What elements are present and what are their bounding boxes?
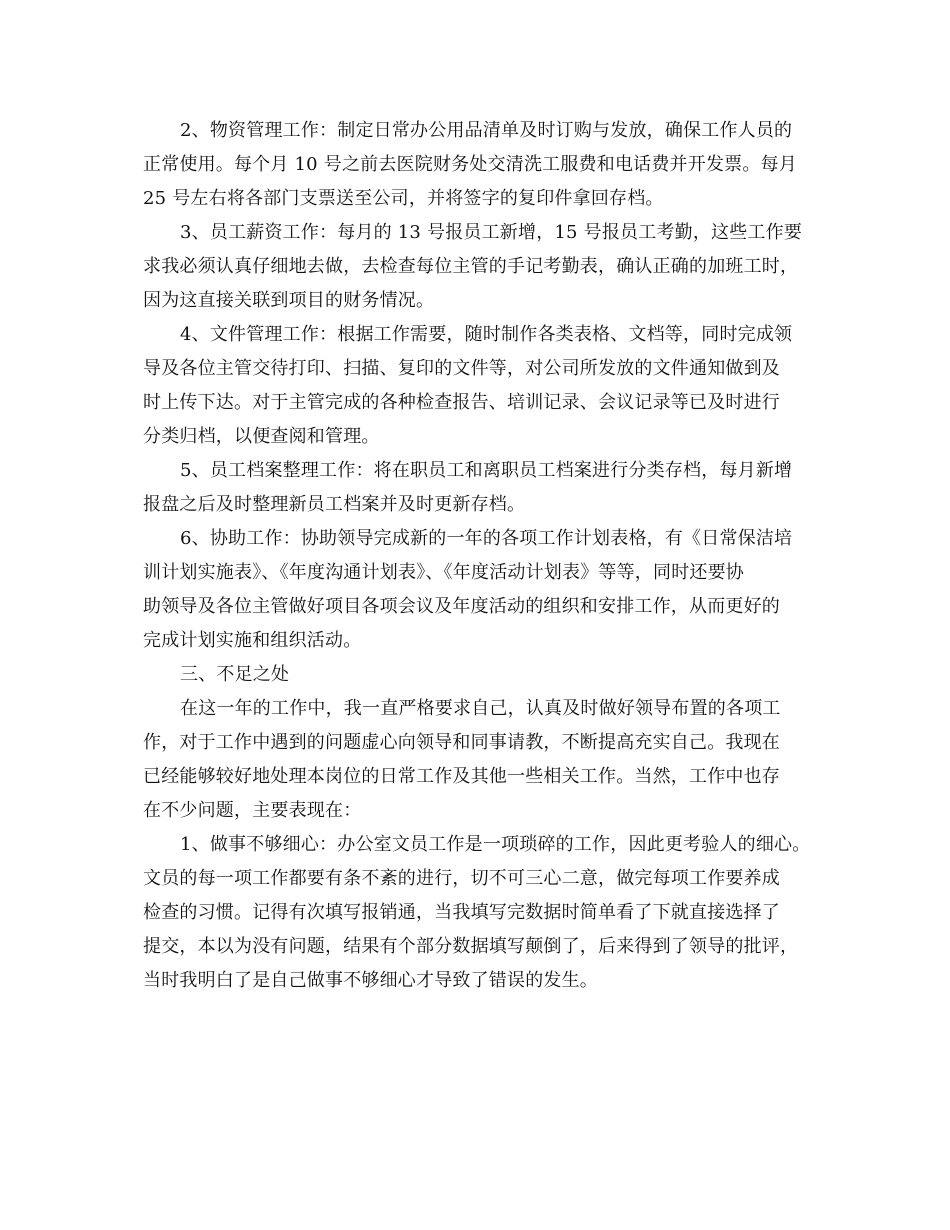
- text-line: 文员的每一项工作都要有条不紊的进行，切不可三心二意，做完每项工作要养成: [143, 868, 780, 889]
- text-line: 提交，本以为没有问题，结果有个部分数据填写颠倒了，后来得到了领导的批评，: [143, 936, 799, 957]
- text-line: 时上传下达。对于主管完成的各种检查报告、培训记录、会议记录等已及时进行: [143, 392, 780, 413]
- text-line: 检查的习惯。记得有次填写报销通，当我填写完数据时简单看了下就直接选择了: [143, 902, 780, 923]
- paragraph-employee-archive: [143, 454, 823, 522]
- text-line: 正常使用。每个月 10 号之前去医院财务处交清洗工服费和电话费并开发票。每月: [143, 154, 797, 175]
- paragraph-file-management: [143, 318, 823, 454]
- text-line: 完成计划实施和组织活动。: [143, 630, 362, 651]
- text-line: 助领导及各位主管做好项目各项会议及年度活动的组织和安排工作，从而更好的: [143, 596, 780, 617]
- text-line: 25 号左右将各部门支票送至公司，并将签字的复印件拿回存档。: [143, 188, 664, 209]
- text-line: 作，对于工作中遇到的问题虚心向领导和同事请教，不断提高充实自己。我现在: [143, 732, 780, 753]
- section-heading-shortcomings: [143, 658, 823, 692]
- text-line: 报盘之后及时整理新员工档案并及时更新存档。: [143, 494, 526, 515]
- text-line: 训计划实施表》、《年度沟通计划表》、《年度活动计划表》等等，同时还要协: [143, 562, 744, 583]
- text-line: 1、做事不够细心：办公室文员工作是一项琐碎的工作，因此更考验人的细心。: [180, 834, 811, 855]
- text-line: 3、员工薪资工作：每月的 13 号报员工新增，15 号报员工考勤，这些工作要: [180, 222, 803, 243]
- text-line: 在不少问题，主要表现在：: [143, 800, 362, 821]
- section-heading: 三、不足之处: [180, 664, 290, 685]
- paragraph-salary-work: [143, 216, 823, 318]
- text-line: 因为这直接关联到项目的财务情况。: [143, 290, 435, 311]
- text-line: 当时我明白了是自己做事不够细心才导致了错误的发生。: [143, 970, 598, 991]
- paragraph-summary: [143, 692, 823, 828]
- paragraph-assist-work: [143, 522, 823, 658]
- text-line: 在这一年的工作中，我一直严格要求自己，认真及时做好领导布置的各项工: [180, 698, 781, 719]
- text-line: 分类归档，以便查阅和管理。: [143, 426, 380, 447]
- document-body: [143, 114, 823, 998]
- text-line: 6、协助工作：协助领导完成新的一年的各项工作计划表格，有《日常保洁培: [180, 528, 793, 549]
- text-line: 求我必须认真仔细地去做，去检查每位主管的手记考勤表，确认正确的加班工时，: [143, 256, 799, 277]
- text-line: 已经能够较好地处理本岗位的日常工作及其他一些相关工作。当然，工作中也存: [143, 766, 780, 787]
- text-line: 4、文件管理工作：根据工作需要，随时制作各类表格、文档等，同时完成领: [180, 324, 793, 345]
- paragraph-material-management: [143, 114, 823, 216]
- text-line: 5、员工档案整理工作：将在职员工和离职员工档案进行分类存档，每月新增: [180, 460, 793, 481]
- text-line: 2、物资管理工作：制定日常办公用品清单及时订购与发放，确保工作人员的: [180, 120, 793, 141]
- text-line: 导及各位主管交待打印、扫描、复印的文件等，对公司所发放的文件通知做到及: [143, 358, 780, 379]
- paragraph-not-careful: [143, 828, 823, 998]
